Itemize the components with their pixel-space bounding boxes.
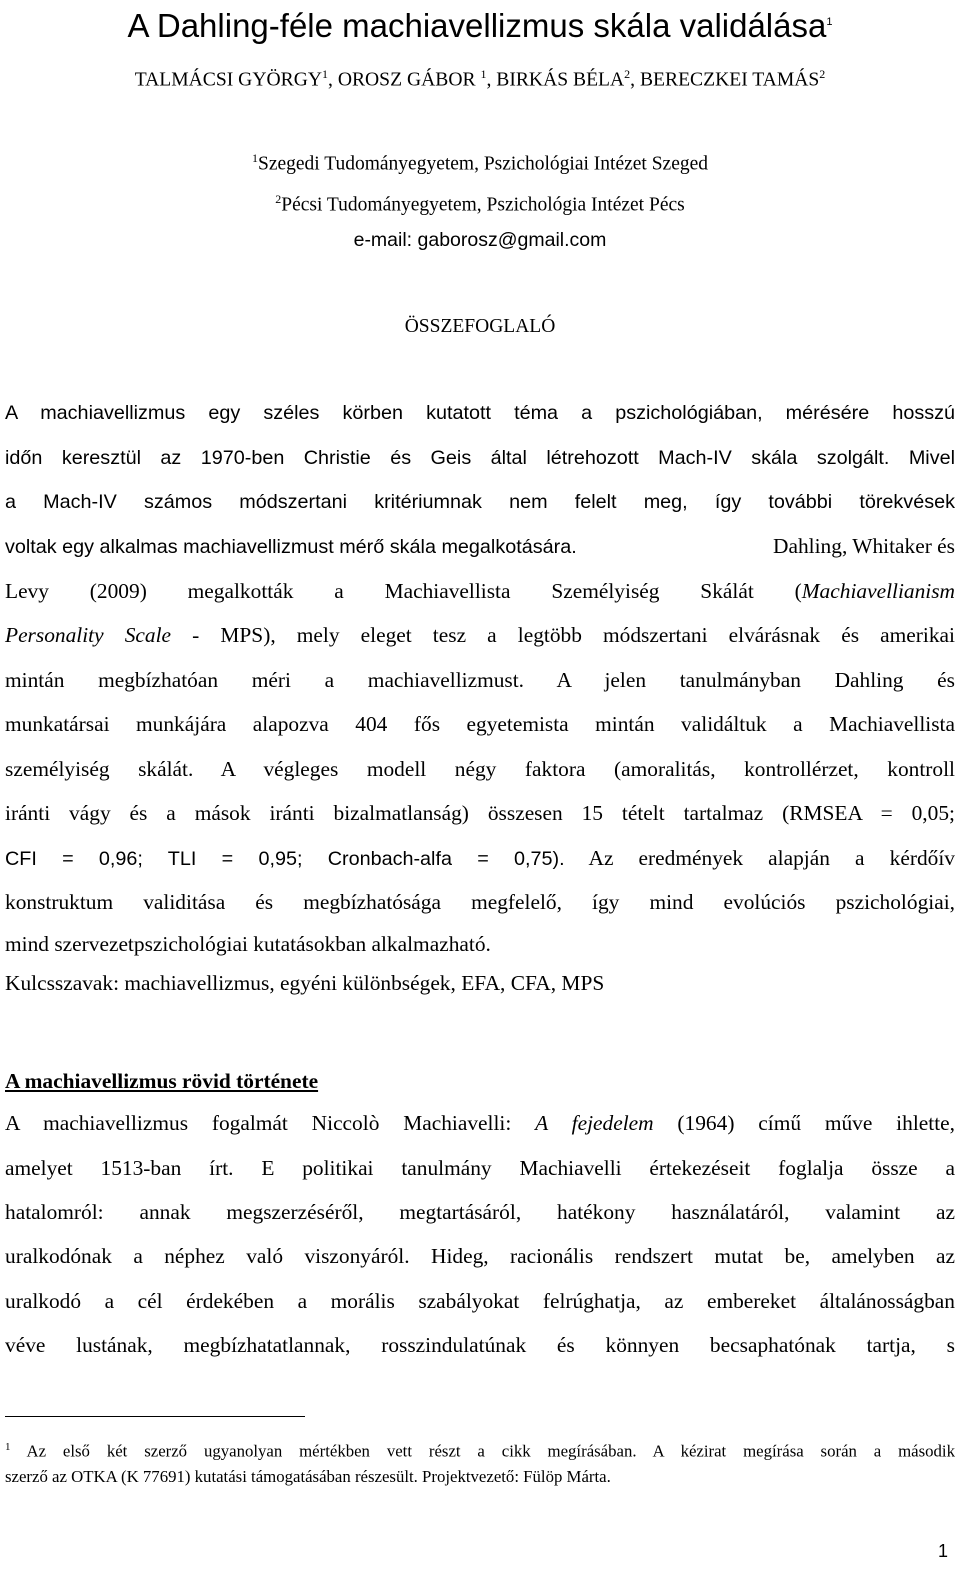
abstract-heading: ÖSSZEFOGLALÓ	[404, 316, 556, 337]
author-name: BIRKÁS BÉLA	[496, 69, 625, 91]
body-line: hatalomról: annak megszerzéséről, megtartásáról, hatékony használatáról, valamint az	[5, 1200, 955, 1224]
affiliation-text: Szegedi Tudományegyetem, Pszichológiai Intézet Szeged	[257, 153, 709, 175]
body-text: Levy (2009) megalkották a Machiavellista Személyiség Skálát (	[5, 579, 802, 603]
author-name: OROSZ GÁBOR	[337, 69, 476, 91]
body-italic-text: Personality Scale	[5, 623, 172, 647]
abstract-line: a Mach-IV számos módszertani kritériumnak nem felelt meg, így további törekvések	[5, 491, 955, 513]
keywords: Kulcsszavak: machiavellizmus, egyéni különbségek, EFA, CFA, MPS	[5, 971, 605, 995]
body-line: véve lustának, megbízhatatlannak, rosszindulatúnak és könnyen becsaphatónak tartja, s	[5, 1333, 955, 1357]
body-line	[5, 578, 955, 604]
body-text: A machiavellizmus fogalmát Niccolò Machiavelli:	[5, 1111, 536, 1135]
title-footnote-marker: 1	[826, 16, 833, 28]
page-number: 1	[937, 1541, 948, 1561]
affiliation	[0, 187, 960, 218]
body-stats-text: CFI = 0,96; TLI = 0,95; Cronbach-alfa = 0,75).	[5, 848, 565, 870]
author-affiliation-marker: 1	[480, 67, 487, 81]
body-line: személyiség skálát. A végleges modell négy faktora (amoralitás, kontrollérzet, kontroll	[5, 757, 955, 781]
body-text: Az eredmények alapján a kérdőív	[564, 846, 955, 870]
body-text: (1964) című műve ihlette,	[653, 1111, 955, 1135]
section-heading: A machiavellizmus rövid története	[5, 1069, 319, 1093]
footnote-divider	[5, 1416, 305, 1417]
body-line: konstruktum validitása és megbízhatósága megfelelő, így mind evolúciós pszichológiai,	[5, 890, 955, 914]
author-affiliation-marker: 2	[819, 67, 826, 81]
body-line: amelyet 1513-ban írt. E politikai tanulmány Machiavelli értekezéseit foglalja össze a	[5, 1156, 955, 1180]
body-line: mind szervezetpszichológiai kutatásokban alkalmazható.	[5, 932, 491, 956]
body-line	[5, 1110, 955, 1136]
body-line: mintán megbízhatóan méri a machiavellizmust. A jelen tanulmányban Dahling és	[5, 668, 955, 692]
body-line	[5, 845, 955, 872]
body-line	[5, 622, 955, 648]
author-affiliation-marker: 2	[624, 67, 631, 81]
abstract-line: A machiavellizmus egy széles körben kutatott téma a pszichológiában, mérésére hosszú	[5, 402, 955, 424]
abstract-line: időn keresztül az 1970-ben Christie és Geis által létrehozott Mach-IV skála szolgált. Mivel	[5, 447, 955, 469]
author-name: BERECZKEI TAMÁS	[639, 69, 820, 91]
abstract-line-text: voltak egy alkalmas machiavellizmust mérő skála megalkotására.	[5, 536, 577, 558]
footnote-marker: 1	[5, 1441, 11, 1453]
author-list: TALMÁCSI GYÖRGY$^1$, OROSZ GÁBOR $^1$, BIRKÁS BÉLA$^2$, BERECZKEI TAMÁS$^2$	[134, 67, 826, 91]
body-line-fragment: Dahling, Whitaker és	[773, 534, 955, 558]
body-line: iránti vágy és a mások iránti bizalmatlanság) összesen 15 tételt tartalmaz (RMSEA = 0,05;	[5, 801, 955, 825]
body-italic-text: Machiavellianism	[801, 579, 955, 603]
footnote-text: Az első két szerző ugyanolyan mértékben vett részt a cikk megírásában. A kézirat megírása során a második	[10, 1441, 955, 1461]
affiliation	[0, 146, 960, 177]
affiliation-text: Pécsi Tudományegyetem, Pszichológia Intézet Pécs	[281, 194, 685, 216]
abstract-line	[5, 535, 577, 559]
body-text: - MPS), mely eleget tesz a legtöbb módszertani elvárásnak és amerikai	[171, 623, 955, 647]
body-line: munkatársai munkájára alapozva 404 fős egyetemista mintán validáltuk a Machiavellista	[5, 712, 955, 736]
title-text: A Dahling-féle machiavellizmus skála validálása	[127, 7, 827, 44]
body-line: uralkodó a cél érdekében a morális szabályokat felrúghatja, az embereket általánosságban	[5, 1289, 955, 1313]
author-name: TALMÁCSI GYÖRGY	[134, 69, 323, 91]
contact-email: e-mail: gaborosz@gmail.com	[353, 229, 607, 251]
footnote-line	[5, 1436, 955, 1463]
author-affiliation-marker: 1	[322, 67, 329, 81]
body-line: uralkodónak a néphez való viszonyáról. Hideg, racionális rendszert mutat be, amelyben az	[5, 1244, 955, 1268]
affiliation-marker: 1	[251, 151, 258, 165]
body-italic-text: A fejedelem	[535, 1111, 654, 1135]
paper-title	[0, 2, 960, 46]
footnote-line: szerző az OTKA (K 77691) kutatási támogatásában részesült. Projektvezető: Fülöp Márta.	[5, 1467, 611, 1486]
affiliation-marker: 2	[275, 192, 282, 206]
